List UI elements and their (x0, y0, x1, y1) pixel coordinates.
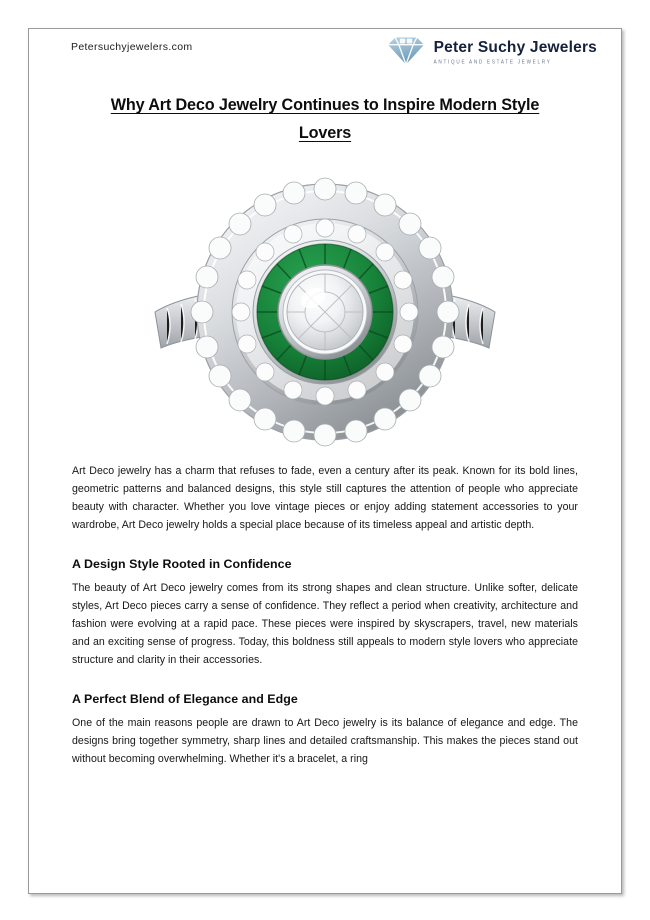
document-header (29, 29, 621, 81)
diamond-gem-icon (384, 33, 428, 69)
section-paragraph-elegance-edge: One of the main reasons people are drawn to Art Deco jewelry is its balance of elegance and edge. The designs bring together symmetry, sharp lines and detailed craftsmanship. This makes the pieces stand out without becoming overwhelming. Whether it's a bracelet, a ring (72, 716, 578, 766)
brand-logo (384, 33, 597, 69)
document-page (28, 28, 622, 894)
ring-figure (29, 162, 621, 458)
section-heading-elegance-edge: A Perfect Blend of Elegance and Edge (72, 691, 298, 706)
site-url-text: Petersuchyjewelers.com (71, 41, 193, 53)
section-heading-design-style: A Design Style Rooted in Confidence (72, 556, 292, 571)
art-deco-ring-image (137, 162, 513, 452)
center-diamond (287, 274, 363, 350)
brand-tagline: ANTIQUE AND ESTATE JEWELRY (433, 58, 552, 65)
page-title-line-1: Why Art Deco Jewelry Continues to Inspire Modern Style (110, 96, 540, 114)
brand-name: Peter Suchy Jewelers (433, 39, 597, 57)
brand-text-block (434, 38, 597, 63)
section-paragraph-design-style: The beauty of Art Deco jewelry comes from its strong shapes and clean structure. Unlike softer, delicate styles, Art Deco pieces carry a sense of confidence. They reflect a period when creativity, architecture and fashion were evolving at a rapid pace. These pieces were inspired by skyscrapers, travel, new materials and an exciting sense of progress. Today, this boldness still appeals to modern style lovers who appreciate structure and clarity in their accessories. (72, 581, 578, 667)
intro-paragraph: Art Deco jewelry has a charm that refuses to fade, even a century after its peak. Known for its bold lines, geometric patterns and balanced designs, this style still captures the attention of people who appreciate beauty with character. Whether you love vintage pieces or enjoy adding statement accessories to your wardrobe, Art Deco jewelry holds a special place because of its timeless appeal and artistic depth. (72, 464, 578, 532)
page-title-line-2: Lovers (298, 124, 352, 143)
page-title (73, 91, 577, 148)
document-body (29, 462, 621, 769)
